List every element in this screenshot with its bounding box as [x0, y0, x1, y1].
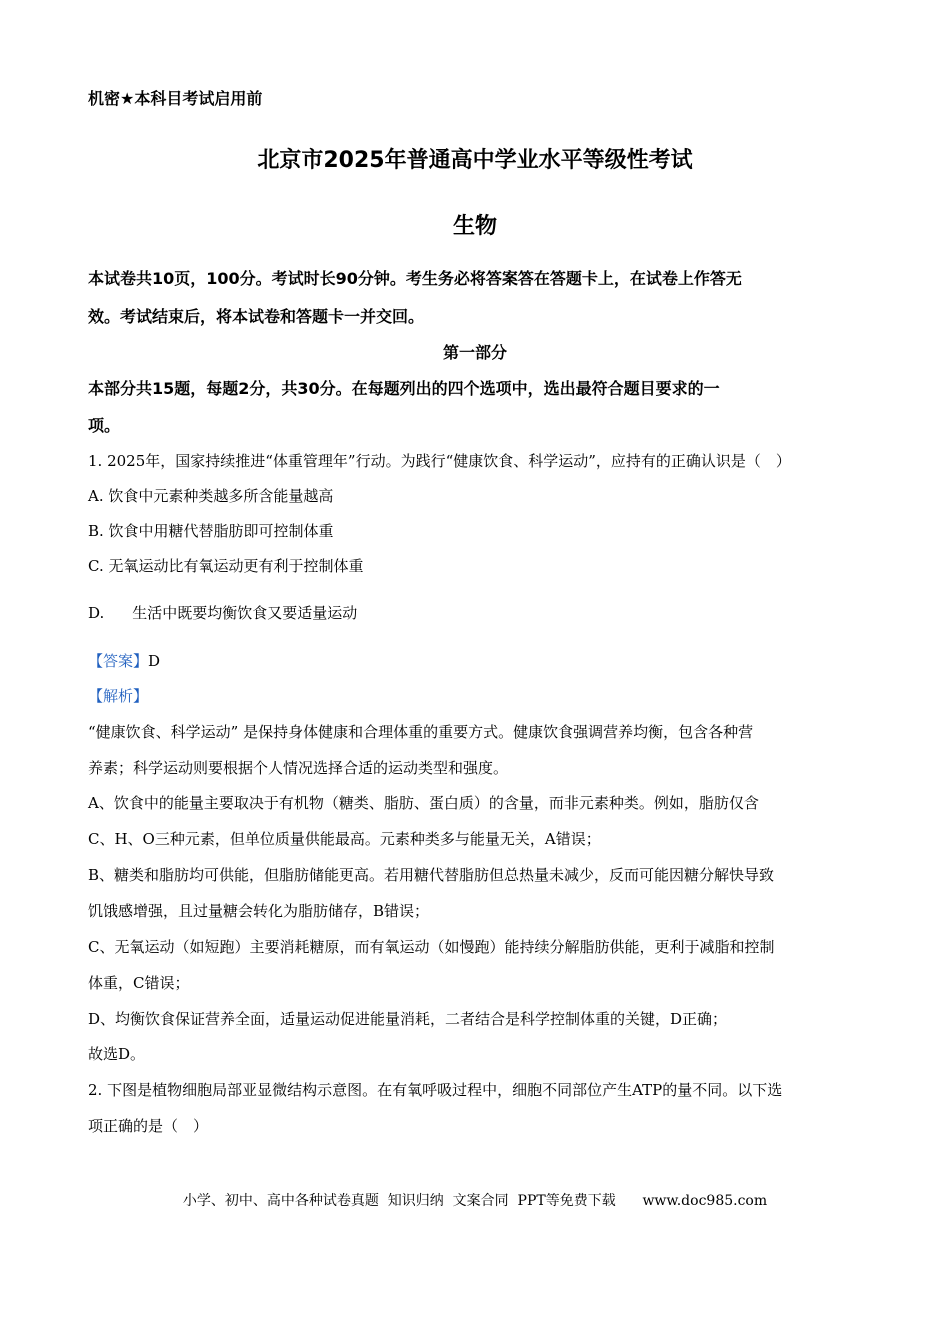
option-d-text: 生活中既要均衡饮食又要适量运动 — [132, 604, 358, 622]
analysis-line: 故选D。 — [88, 1045, 146, 1063]
question-1-stem: 1. 2025年，国家持续推进“体重管理年”行动。为践行“健康饮食、科学运动”，应持有的正确认识是（ ） — [88, 452, 791, 470]
analysis-line: “健康饮食、科学运动” 是保持身体健康和合理体重的重要方式。健康饮食强调营养均衡，包含各种营 — [88, 723, 754, 741]
analysis-line: D、均衡饮食保证营养全面，适量运动促进能量消耗，二者结合是科学控制体重的关键，D正确； — [88, 1010, 728, 1028]
question-2-stem-line-1: 2. 下图是植物细胞局部亚显微结构示意图。在有氧呼吸过程中，细胞不同部位产生ATP的量不同。以下选 — [88, 1081, 783, 1099]
analysis-line: 养素；科学运动则要根据个人情况选择合适的运动类型和强度。 — [88, 759, 509, 777]
instructions-line-2: 效。考试结束后，将本试卷和答题卡一并交回。 — [88, 307, 425, 326]
subject-title: 生物 — [452, 214, 497, 239]
instructions-line-1: 本试卷共10页，100分。考试时长90分钟。考生务必将答案答在答题卡上，在试卷上作答无 — [88, 269, 742, 288]
part-1-title: 第一部分 — [442, 343, 507, 362]
analysis-label: 【解析】 — [88, 687, 149, 705]
question-1-answer — [88, 651, 160, 671]
answer-label: 【答案】 — [88, 652, 149, 670]
analysis-line: C、无氧运动（如短跑）主要消耗糖原，而有氧运动（如慢跑）能持续分解脂肪供能，更利于减脂和控制 — [88, 938, 775, 956]
question-2-stem-line-2: 项正确的是（ ） — [88, 1117, 209, 1135]
page-footer: 小学、初中、高中各种试卷真题 知识归纳 文案合同 PPT等免费下载 www.doc985.com — [182, 1193, 768, 1209]
part-1-desc-line-2: 项。 — [88, 416, 121, 435]
analysis-line: A、饮食中的能量主要取决于有机物（糖类、脂肪、蛋白质）的含量，而非元素种类。例如，脂肪仅含 — [88, 794, 759, 812]
question-1-option-a: A. 饮食中元素种类越多所含能量越高 — [88, 487, 334, 505]
part-1-desc-line-1: 本部分共15题，每题2分，共30分。在每题列出的四个选项中，选出最符合题目要求的一 — [88, 379, 720, 398]
question-1-option-c: C. 无氧运动比有氧运动更有利于控制体重 — [88, 557, 364, 575]
analysis-line: C、H、O三种元素，但单位质量供能最高。元素种类多与能量无关，A错误； — [88, 830, 601, 848]
question-1-option-d — [88, 603, 357, 623]
analysis-line: 饥饿感增强，且过量糖会转化为脂肪储存，B错误； — [88, 902, 430, 920]
option-d-label: D. — [88, 604, 105, 622]
answer-value: D — [148, 652, 161, 670]
question-1-option-b: B. 饮食中用糖代替脂肪即可控制体重 — [88, 522, 334, 540]
analysis-line: 体重，C错误； — [88, 974, 190, 992]
analysis-line: B、糖类和脂肪均可供能，但脂肪储能更高。若用糖代替脂肪但总热量未减少，反而可能因糖分解快导致 — [88, 866, 775, 884]
confidential-label: 机密★本科目考试启用前 — [88, 89, 263, 108]
exam-title: 北京市2025年普通高中学业水平等级性考试 — [257, 148, 693, 173]
